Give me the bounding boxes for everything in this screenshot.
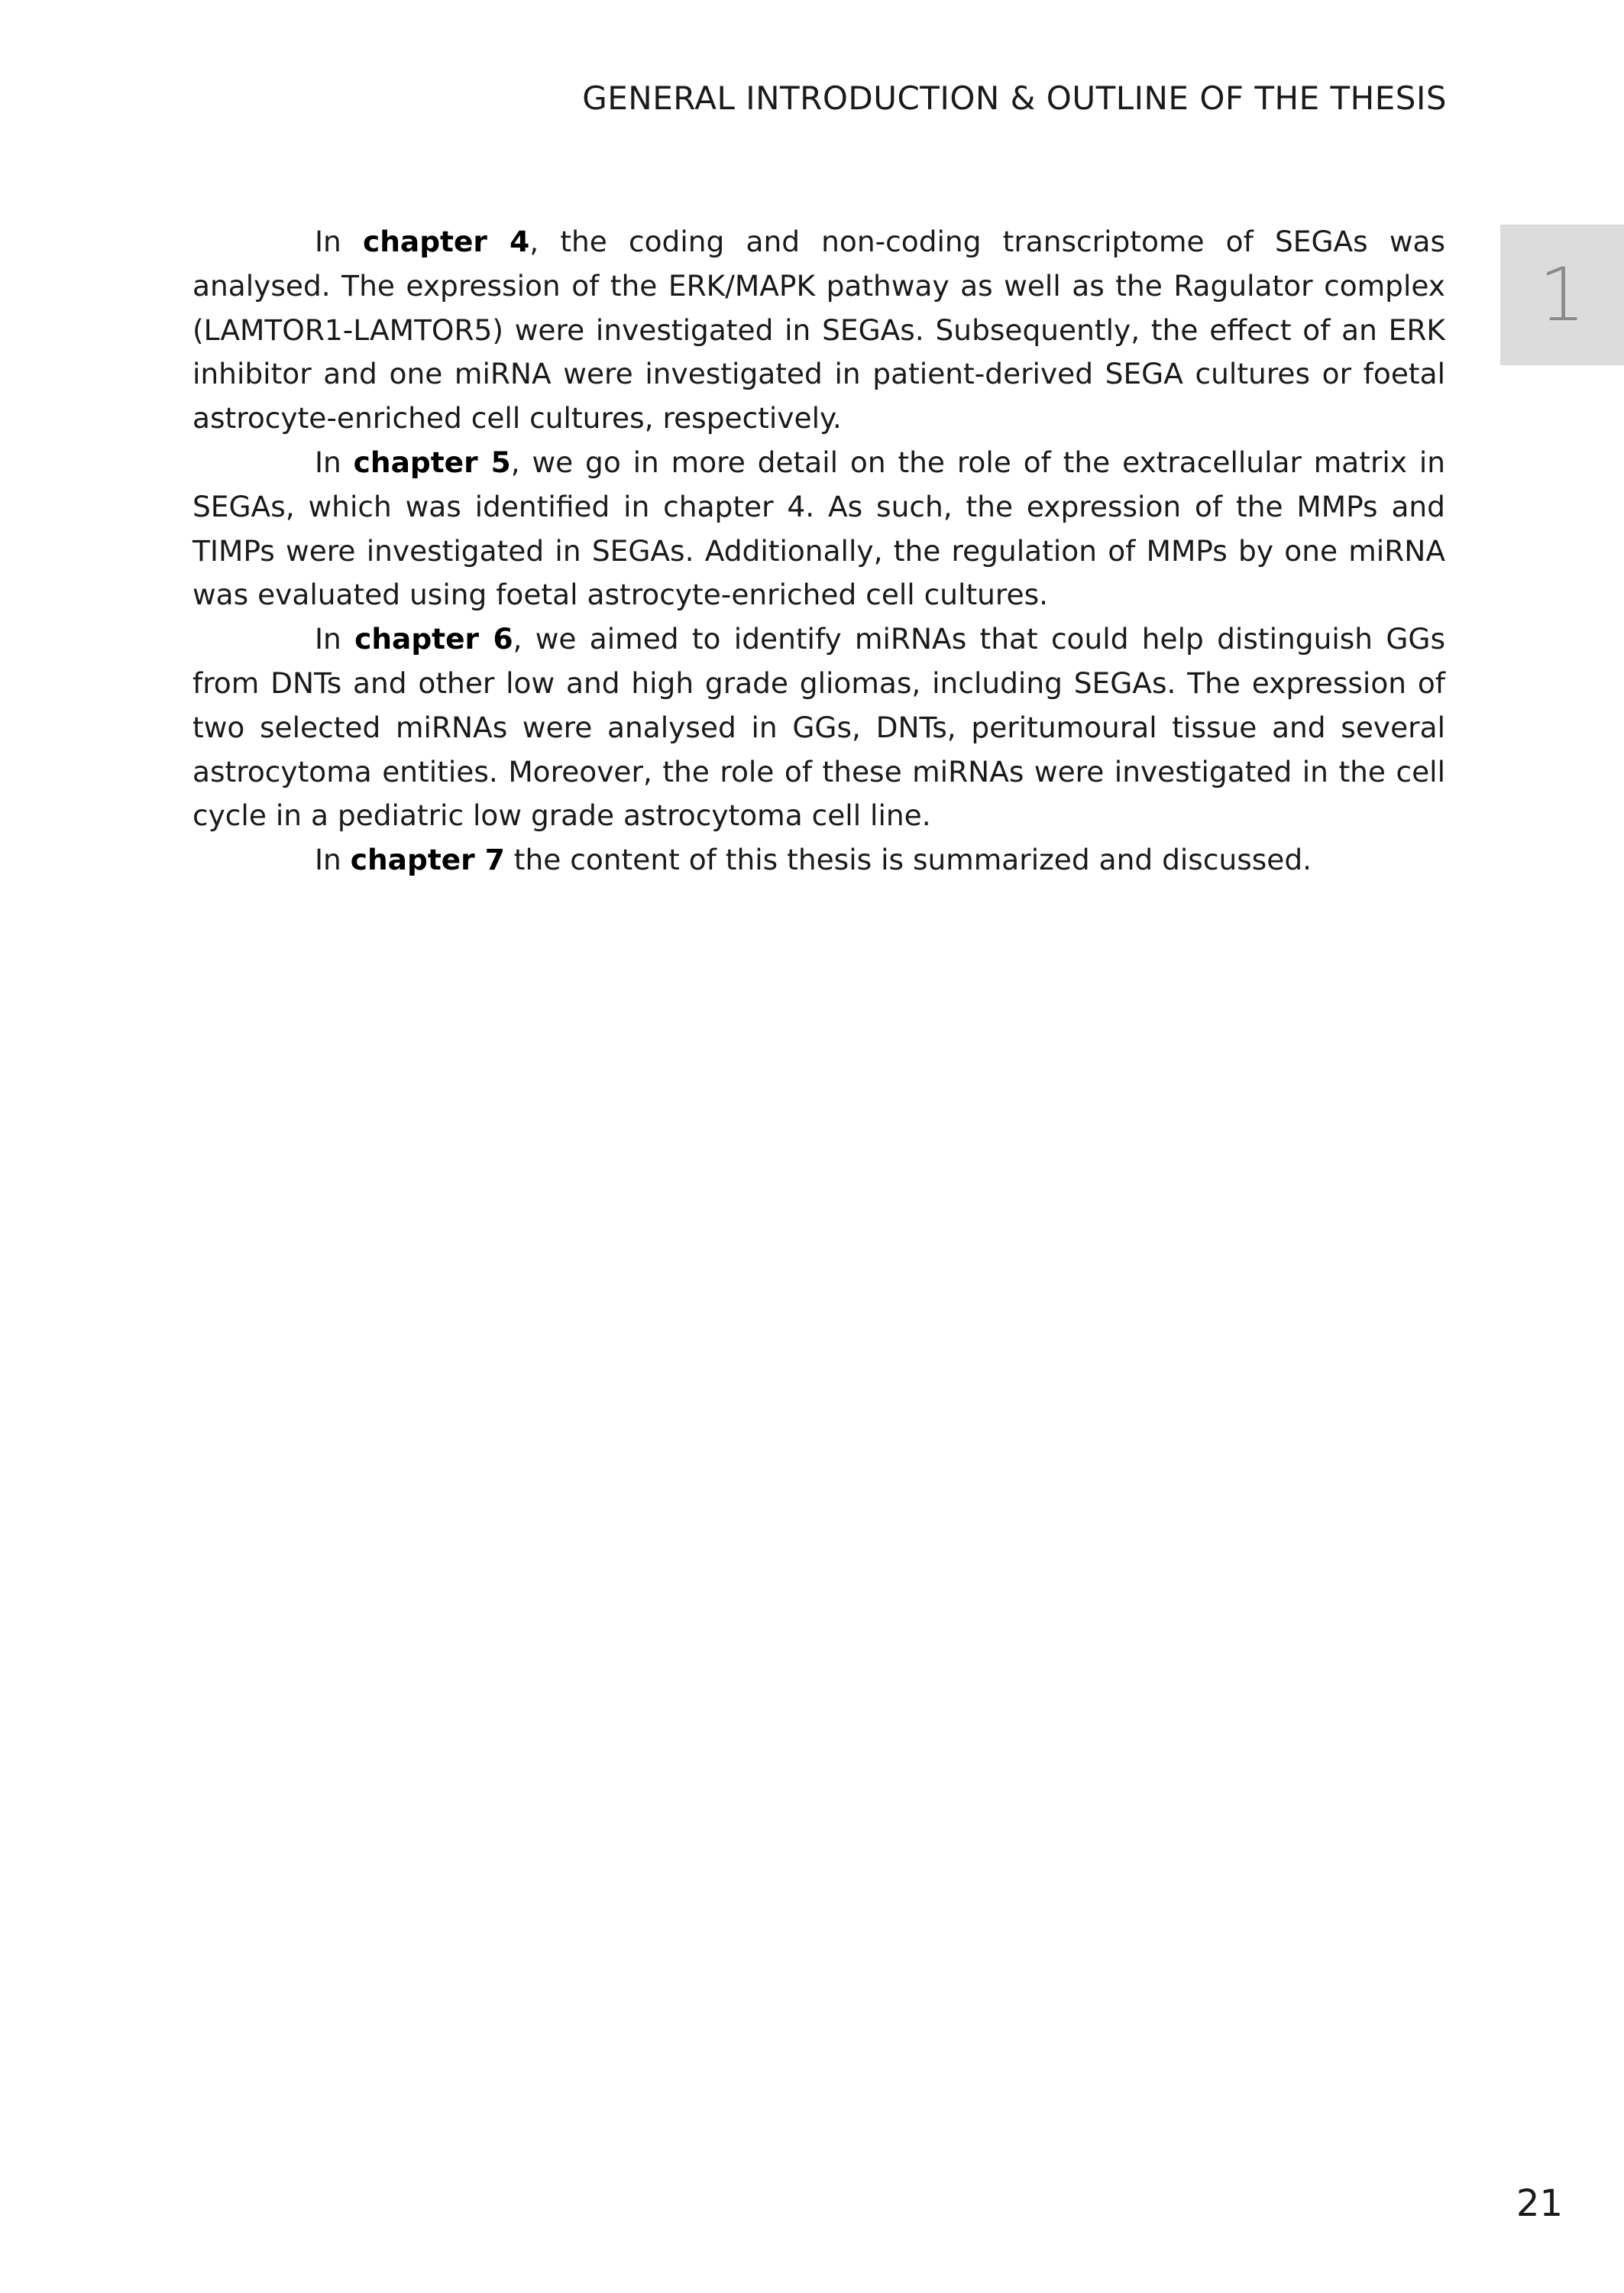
paragraph-lead: In <box>315 225 363 258</box>
paragraph-chapter-4 <box>192 220 1445 441</box>
chapter-reference: chapter 6 <box>354 622 513 656</box>
paragraph-lead: In <box>315 622 355 656</box>
paragraph-lead: In <box>315 843 351 877</box>
paragraph-text: the content of this thesis is summarized and discussed. <box>504 843 1312 877</box>
chapter-reference: chapter 4 <box>362 225 530 258</box>
chapter-reference: chapter 5 <box>353 445 511 479</box>
paragraph-text: , the coding and non-coding transcriptome of SEGAs was analysed. The expression of the ERK/MAPK pathway as well as the Ragulator complex (LAMTOR1-LAMTOR5) were investigated in SEGAs. Subsequently, the effect of an ERK inhibitor and one miRNA were investigated in patient-derived SEGA cultures or foetal astrocyte-enriched cell cultures, respectively. <box>192 225 1446 436</box>
paragraph-chapter-6 <box>192 617 1445 838</box>
paragraph-text: , we go in more detail on the role of the extracellular matrix in SEGAs, which was identified in chapter 4. As such, the expression of the MMPs and TIMPs were investigated in SEGAs. Additionally, the regulation of MMPs by one miRNA was evaluated using foetal astrocyte-enriched cell cultures. <box>192 445 1446 612</box>
paragraph-chapter-5 <box>192 441 1445 617</box>
chapter-tab-number: 1 <box>1538 252 1586 338</box>
page-number: 21 <box>1516 2182 1563 2225</box>
chapter-reference: chapter 7 <box>350 843 505 877</box>
body-text <box>192 220 1445 883</box>
chapter-tab <box>1500 225 1624 365</box>
paragraph-lead: In <box>315 445 354 479</box>
paragraph-text: , we aimed to identify miRNAs that could help distinguish GGs from DNTs and other low and high grade gliomas, including SEGAs. The expression of two selected miRNAs were analysed in GGs, DNTs, peritumoural tissue and several astrocytoma entities. Moreover, the role of these miRNAs were investigated in the cell cycle in a pediatric low grade astrocytoma cell line. <box>192 622 1445 833</box>
running-header: GENERAL INTRODUCTION & OUTLINE OF THE THESIS <box>582 79 1447 117</box>
paragraph-chapter-7 <box>192 838 1445 883</box>
